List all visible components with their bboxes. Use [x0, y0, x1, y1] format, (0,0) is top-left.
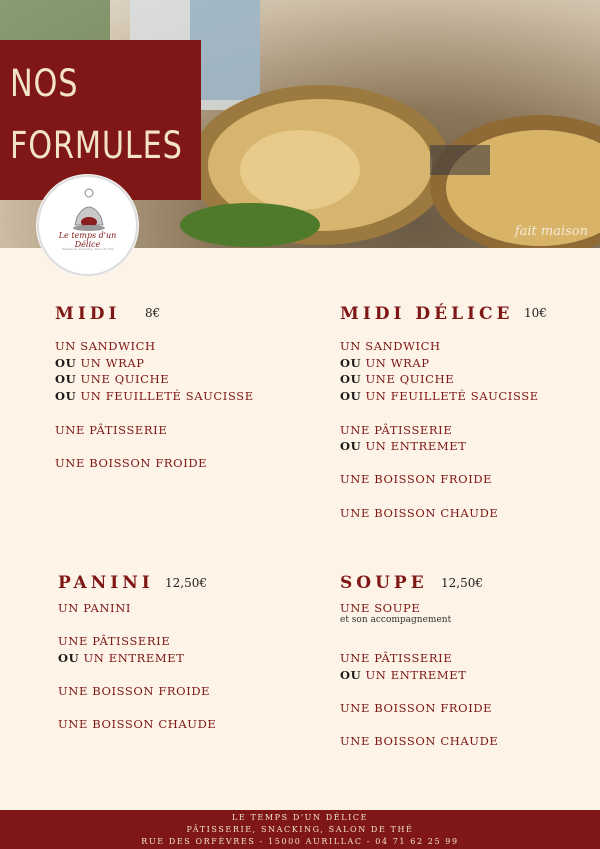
panini-item: UN PANINI	[58, 601, 132, 615]
soupe-item: OU UN ENTREMET	[340, 668, 467, 682]
panini-item: UNE PÂTISSERIE	[58, 634, 171, 648]
panini-item: OU UN ENTREMET	[58, 651, 185, 665]
footer	[0, 810, 600, 849]
soupe-item: UNE BOISSON FROIDE	[340, 701, 493, 715]
photo-caption: fait maison	[514, 224, 588, 239]
midi-item: OU UN FEUILLETÉ SAUCISSE	[55, 389, 254, 403]
midi-delice-item: OU UN ENTREMET	[340, 439, 467, 453]
soupe-price: 12,50€	[441, 576, 483, 590]
midi-item: UNE BOISSON FROIDE	[55, 456, 208, 470]
midi-delice-item: OU UN WRAP	[340, 356, 430, 370]
soupe-item-note: et son accompagnement	[340, 615, 452, 625]
midi-item: UNE PÂTISSERIE	[55, 423, 168, 437]
logo	[37, 175, 138, 276]
footer-address: RUE DES ORFÈVRES - 15000 AURILLAC - 04 71 62 25 99	[141, 837, 459, 846]
soupe-item: UNE SOUPE	[340, 601, 421, 615]
footer-tagline: PÂTISSERIE, SNACKING, SALON DE THÉ	[186, 825, 414, 834]
midi-delice-item: UNE BOISSON FROIDE	[340, 472, 493, 486]
page-title-line1: NOS	[10, 62, 79, 105]
footer-name: LE TEMPS D'UN DÉLICE	[231, 813, 369, 822]
midi-title: MIDI	[55, 304, 121, 324]
midi-delice-title: MIDI DÉLICE	[340, 304, 514, 324]
logo-tagline: Pâtisserie, Snacking, Salon de Thé	[62, 247, 114, 251]
soupe-title: SOUPE	[340, 573, 428, 593]
midi-price: 8€	[145, 306, 161, 320]
midi-delice-item: UNE PÂTISSERIE	[340, 423, 453, 437]
panini-item: UNE BOISSON CHAUDE	[58, 717, 217, 731]
midi-delice-item: OU UNE QUICHE	[340, 372, 455, 386]
panini-title: PANINI	[58, 573, 154, 593]
midi-item: UN SANDWICH	[55, 339, 156, 353]
soupe-item: UNE BOISSON CHAUDE	[340, 734, 499, 748]
teapot-icon	[39, 177, 136, 274]
logo-name: Le temps d'un Délice	[58, 231, 117, 249]
midi-delice-item: UN SANDWICH	[340, 339, 441, 353]
midi-item: OU UN WRAP	[55, 356, 145, 370]
midi-delice-price: 10€	[524, 306, 547, 320]
midi-delice-item: OU UN FEUILLETÉ SAUCISSE	[340, 389, 539, 403]
soupe-item: UNE PÂTISSERIE	[340, 651, 453, 665]
panini-price: 12,50€	[165, 576, 207, 590]
midi-item: OU UNE QUICHE	[55, 372, 170, 386]
midi-delice-item: UNE BOISSON CHAUDE	[340, 506, 499, 520]
panini-item: UNE BOISSON FROIDE	[58, 684, 211, 698]
page-title-line2: FORMULES	[10, 124, 183, 167]
